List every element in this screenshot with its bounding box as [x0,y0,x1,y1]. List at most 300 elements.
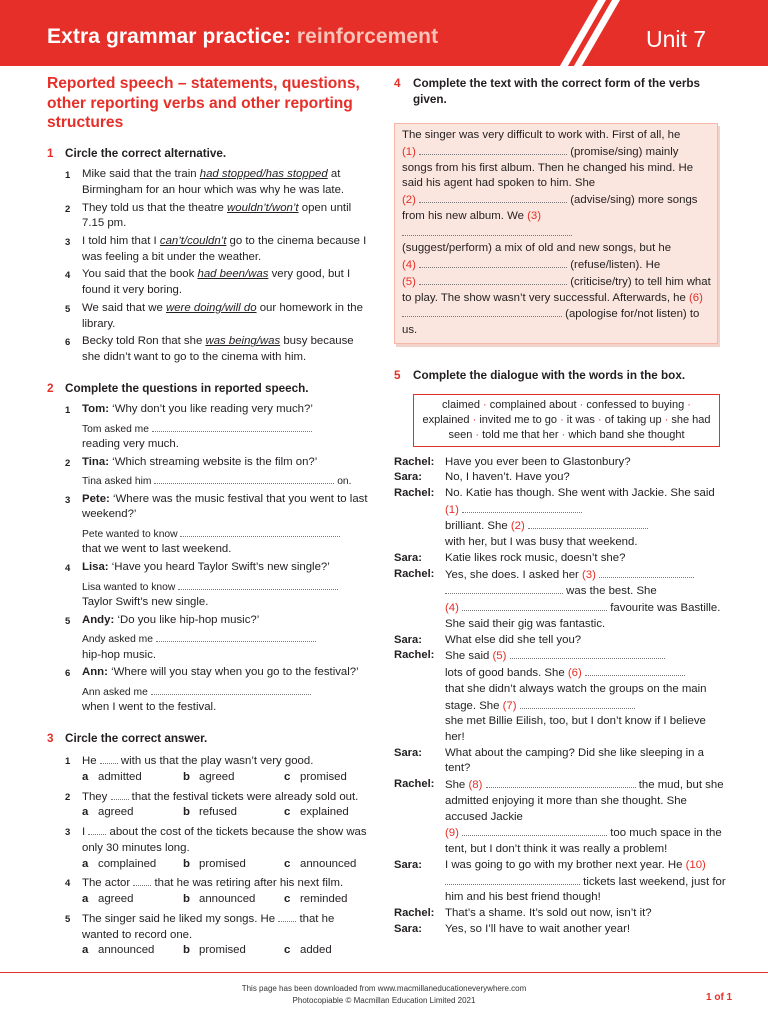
speaker-name: Rachel: [394,649,435,662]
text-fragment: that he wanted to record one. [82,912,335,941]
word-box-item: of taking up [604,413,662,426]
dialogue-line [394,906,726,922]
dialogue-line [394,455,726,471]
item-number: 3 [65,494,71,506]
dialogue-line [394,922,726,938]
gap-number: (2) [402,194,416,207]
exercise-1 [47,146,374,366]
text-fragment: Becky told Ron that she [82,335,206,348]
exercise-heading [47,381,374,397]
text-fragment: Mike said that the train [82,168,200,181]
exercise-number: 1 [47,146,54,160]
dialogue-line [394,470,726,486]
item-text [82,753,374,785]
right-column [394,76,726,938]
exercise-heading [47,731,374,747]
exercise-3 [47,731,374,959]
alternative-choice[interactable]: can’t/couldn’t [159,235,227,247]
text-fragment: she met Billie Eilish, too, but I don’t know if I believe her! [445,715,706,743]
speaker-name: Rachel: [394,567,435,580]
text-fragment: with us that the play wasn’t very good. [117,755,314,768]
list-item [65,560,374,611]
sentence [82,911,374,943]
list-item [65,167,374,198]
list-item [65,234,374,265]
item-number: 1 [65,405,71,417]
option-b[interactable] [183,805,284,821]
item-text [82,334,374,365]
dialogue-text: What about the camping? Did she like sleeping in a tent? [445,746,704,775]
gap-number: (4) [445,602,459,615]
option-c[interactable] [284,892,348,908]
word-box-item: which band she thought [568,428,685,441]
option-text: promised [199,944,246,957]
text-fragment: The singer said he liked my songs. He [82,912,276,925]
exercise-number: 3 [47,732,54,746]
option-text: complained [98,857,157,870]
option-letter: a [82,770,89,783]
alternative-choice[interactable]: had stopped/has stopped [199,168,328,181]
speaker-name: Sara: [394,746,422,759]
gap-number: (1) [445,503,459,516]
answer-gap[interactable] [100,753,118,764]
sentence [82,824,374,856]
lead-text: Ann asked me [82,687,148,699]
speaker-name: Ann: [82,666,108,679]
answer-gap[interactable] [462,825,607,836]
text-fragment: (refuse/listen). He [567,259,661,272]
option-text: reminded [300,893,348,906]
dialogue-text: No, I haven’t. Have you? [445,471,570,484]
quote-text: ‘Why don’t you like reading very much?’ [109,403,313,416]
option-letter: b [183,893,190,906]
answer-line [82,631,374,647]
answer-gap[interactable] [152,421,312,432]
word-box-item: confessed to buying [586,398,685,411]
lead-text: Tina asked him [82,476,152,488]
answer-options [82,805,374,821]
answer-options [82,770,374,786]
text-fragment: with her, but I was busy that weekend. [445,536,638,549]
option-c[interactable] [284,770,347,786]
option-letter: a [82,893,89,906]
speaker-name: Rachel: [394,455,435,468]
dialogue-text [445,648,726,745]
dialogue-text: What else did she tell you? [445,633,582,646]
item-number: 4 [65,878,71,890]
dialogue-line [394,486,726,551]
alternative-choice[interactable]: had been/was [197,268,269,281]
section-heading: Reported speech – statements, questions, other reporting verbs and other reporting structures [47,75,360,132]
list-item [65,334,374,365]
page-title [47,23,438,52]
sentence [82,875,374,892]
dialogue-line [394,567,726,633]
exercise-4 [394,76,726,344]
tail-text: hip-hop music. [82,648,157,661]
list-item [65,665,374,716]
item-text [82,613,374,664]
answer-gap[interactable] [486,777,636,788]
exercise-instruction: Complete the text with the correct form of the verbs given. [413,77,701,107]
dialogue-text [445,858,726,906]
speaker-name: Rachel: [394,778,435,791]
option-text: announced [98,944,155,957]
separator-dot: · [664,413,669,426]
item-number: 4 [65,563,71,575]
gap-number: (6) [689,291,703,304]
gap-number: (7) [502,699,517,712]
list-item [65,789,374,821]
text-fragment: (advise/sing) more songs from his new album. We [402,194,698,222]
quote-line [82,613,374,629]
gap-number: (5) [492,650,507,663]
quote-line [82,455,374,471]
option-b[interactable] [183,943,284,959]
item-number: 6 [65,668,71,680]
quote-text: ‘Where was the music festival that you went to last weekend?’ [82,492,368,521]
word-box-item: she had seen [448,413,711,441]
dialogue-line [394,648,726,745]
item-text [82,455,374,490]
page-number: 1 of 1 [706,992,733,1003]
text-fragment: They [82,790,108,803]
dialogue-line [394,633,726,649]
separator-dot: · [472,413,477,426]
dialogue-line [394,858,726,906]
footer-copyright: Photocopiable © Macmillan Education Limited 2021 [292,995,476,1005]
text-fragment: that the festival tickets were already sold out. [128,790,359,803]
answer-gap[interactable] [151,684,311,695]
gap-number: (5) [402,275,416,288]
list-item [65,911,374,959]
item-text [82,911,374,959]
word-box-item: it was [566,413,595,426]
option-letter: a [82,806,89,819]
answer-line [82,526,374,542]
tail-text: on. [337,476,352,488]
option-text: promised [199,857,246,870]
item-number: 2 [65,203,71,215]
item-text [82,789,374,821]
gap-number: (10) [685,858,706,871]
text-fragment: The actor [82,877,131,890]
option-a[interactable] [82,805,183,821]
speaker-name: Sara: [394,922,422,935]
list-item [65,613,374,664]
speaker-name: Andy: [82,613,115,626]
answer-gap[interactable] [462,600,607,611]
item-text [82,234,374,265]
answer-gap[interactable] [156,631,316,642]
option-a[interactable] [82,943,183,959]
text-fragment: Yes, she does. I asked her [445,568,582,581]
sentence [82,789,374,806]
answer-gap[interactable] [154,473,334,484]
quote-line [82,402,374,418]
dialogue-text: Have you ever been to Glastonbury? [445,455,631,468]
item-text [82,167,374,198]
quote-line [82,492,374,523]
option-c[interactable] [284,943,332,959]
text-fragment: We said that we [82,301,166,314]
word-box-item: told me that her [482,428,559,441]
answer-line [82,579,374,595]
item-number: 3 [65,827,71,839]
gap-number: (3) [582,568,596,581]
exercise-heading [47,146,374,162]
text-fragment: They told us that the theatre [82,201,228,214]
answer-gap[interactable] [178,579,338,590]
quote-text: ‘Which streaming website is the film on?’ [109,455,318,468]
list-item [65,753,374,785]
option-text: refused [199,806,237,819]
answer-gap[interactable] [419,192,567,203]
dialogue-text: Katie likes rock music, doesn’t she? [445,551,626,564]
answer-gap[interactable] [419,274,567,285]
page-footer [0,983,768,1006]
word-box-item: complained about [489,398,577,411]
list-item [65,201,374,232]
gap-number: (2) [510,520,525,533]
text-fragment: (criticise/try) to tell him what to play. The show wasn’t very successful. Afterwards, he [402,275,711,304]
exercise-instruction: Circle the correct alternative. [65,146,227,160]
exercise-instruction: Complete the questions in reported speech. [65,381,309,395]
text-fragment: at Birmingham for an hour which was why he was late. [82,168,345,196]
answer-gap[interactable] [445,583,563,594]
speaker-name: Sara: [394,858,422,871]
quote-line [82,560,374,576]
answer-gap[interactable] [445,874,580,885]
lead-text: Tom asked me [82,423,149,435]
text-fragment: You said that the book [82,268,198,281]
item-number: 5 [65,303,71,315]
text-fragment: busy because she didn’t want to go to the cinema with him. [82,335,354,364]
text-fragment: I was going to go with my brother next year. He [445,858,686,871]
footer-divider [0,972,768,973]
list-item [65,267,374,298]
item-number: 5 [65,913,71,925]
answer-gap[interactable] [462,502,582,513]
answer-gap[interactable] [88,824,106,835]
option-letter: c [284,944,291,957]
text-fragment: too much space in the tent, but I don’t think it was really a problem! [445,827,722,856]
answer-options [82,892,374,908]
item-text [82,402,374,453]
option-b[interactable] [183,892,284,908]
answer-gap[interactable] [528,518,648,529]
separator-dot: · [579,398,584,411]
separator-dot: · [597,413,602,426]
answer-gap[interactable] [111,789,129,800]
option-letter: c [284,770,291,783]
word-box [413,394,720,447]
gap-number: (1) [402,146,416,159]
speaker-name: Tom: [82,403,109,416]
list-item [65,875,374,907]
answer-gap[interactable] [510,648,665,659]
item-text [82,560,374,611]
title-main: Extra grammar practice: [47,25,291,48]
exercise-number: 5 [394,368,401,382]
text-fragment: favourite was Bastille. She said their gig was fantastic. [445,602,721,630]
item-text [82,267,374,298]
text-fragment: (promise/sing) mainly songs from his first album. Then he changed his mind. He said his agent had spoken to him. She [402,146,694,190]
dialogue-text: Yes, so I’ll have to wait another year! [445,922,631,935]
title-accent: reinforcement [296,25,439,48]
text-fragment: go to the cinema because I was feeling a bit under the weather. [82,235,367,263]
speaker-name: Sara: [394,471,422,484]
speaker-name: Rachel: [394,907,435,920]
answer-gap[interactable] [278,911,296,922]
dialogue-line [394,551,726,567]
option-c[interactable] [284,805,349,821]
lead-text: Pete wanted to know [82,529,178,541]
text-fragment: brilliant. She [445,520,511,533]
item-text [82,824,374,872]
speaker-name: Sara: [394,551,422,564]
text-fragment: open until 7.15 pm. [82,201,352,230]
item-text [82,201,374,232]
option-c[interactable] [284,857,356,873]
answer-options [82,943,374,959]
dialogue-line [394,746,726,777]
exercise-items [65,167,374,366]
footer-download-note: This page has been downloaded from www.macmillaneducationeverywhere.com [241,984,527,993]
dialogue-text [445,777,726,858]
exercise-number: 4 [394,77,401,90]
item-number: 3 [65,237,71,248]
tail-text: reading very much. [82,437,179,450]
gap-number: (6) [567,667,582,680]
item-text [82,665,374,716]
item-text [82,875,374,907]
alternative-choice[interactable]: were doing/will do [166,301,257,314]
option-a[interactable] [82,857,183,873]
answer-gap[interactable] [520,698,635,709]
text-fragment: that she didn’t always watch the groups on the main stage. She [445,682,707,712]
word-box-item: explained [422,413,470,426]
answer-gap[interactable] [599,567,694,578]
exercise-2 [47,381,374,716]
alternative-choice[interactable]: was being/was [205,335,281,348]
option-text: announced [300,857,357,870]
speaker-name: Rachel: [394,486,435,499]
option-letter: c [284,857,291,870]
unit-label: Unit 7 [646,26,707,52]
text-fragment: about the cost of the tickets because the show was only 30 minutes long. [82,826,367,854]
option-text: announced [199,893,256,906]
option-a[interactable] [82,892,183,908]
tail-text: that we went to last weekend. [82,543,232,556]
item-number: 5 [65,615,71,627]
text-fragment: I [82,826,86,839]
quote-line [82,665,374,681]
answer-options [82,857,374,873]
text-fragment: was the best. She [563,585,657,598]
item-text [82,492,374,558]
gap-number: (9) [445,827,459,840]
text-fragment: He [82,755,97,768]
alternative-choice[interactable]: wouldn’t/won’t [227,201,299,214]
option-text: agreed [199,770,235,783]
option-letter: b [183,944,190,957]
item-number: 6 [65,337,71,349]
answer-gap[interactable] [402,306,562,317]
dialogue-text [445,567,726,633]
list-item [65,492,374,558]
text-fragment: She [445,779,469,792]
answer-gap[interactable] [133,875,151,886]
text-fragment: the mud, but she admitted enjoying it more than she thought. She accused Jackie [445,779,724,823]
separator-dot: · [475,428,480,441]
list-item [65,402,374,453]
option-b[interactable] [183,770,284,786]
speaker-name: Tina: [82,455,110,468]
option-b[interactable] [183,857,284,873]
quote-text: ‘Where will you stay when you go to the festival?’ [107,666,359,679]
item-number: 2 [65,457,71,469]
exercise-5 [394,368,726,938]
text-fragment: our homework in the library. [82,301,363,330]
dialogue-line [394,777,726,858]
text-fragment: No. Katie has though. She went with Jackie. She said [445,486,715,499]
gap-number: (4) [402,259,416,272]
option-letter: c [284,893,291,906]
tail-text: Taylor Swift’s new single. [82,595,209,608]
dialogue-text: That’s a shame. It’s sold out now, isn’t it? [445,907,652,920]
separator-dot: · [483,398,487,411]
answer-gap[interactable] [180,526,340,537]
quote-text: ‘Have you heard Taylor Swift’s new single?’ [108,561,330,574]
speaker-name: Lisa: [82,561,109,574]
answer-gap[interactable] [585,665,685,676]
answer-line [82,473,374,489]
speaker-name: Pete: [82,492,110,505]
option-letter: a [82,857,89,870]
text-box [394,123,718,344]
item-number: 1 [65,170,71,182]
item-number: 4 [65,270,71,282]
exercise-heading [394,76,726,108]
answer-gap[interactable] [419,144,567,155]
text-fragment: tickets last weekend, just for him and his best friend though! [445,875,726,904]
exercise-instruction: Circle the correct answer. [65,732,208,746]
text-fragment: The singer was very difficult to work with. First of all, he [402,129,681,142]
left-column [47,74,374,962]
answer-gap[interactable] [402,225,572,236]
item-number: 1 [65,756,71,768]
exercise-instruction: Complete the dialogue with the words in the box. [413,368,686,382]
page-header [0,0,768,66]
option-text: promised [300,770,347,783]
tail-text: when I went to the festival. [82,701,217,714]
answer-gap[interactable] [419,257,567,268]
separator-dot: · [687,398,691,411]
option-letter: b [183,770,190,783]
lead-text: Andy asked me [82,634,153,646]
item-number: 2 [65,791,71,803]
list-item [65,824,374,872]
option-a[interactable] [82,770,183,786]
gap-number: (3) [527,209,542,222]
option-letter: b [183,857,190,870]
text-fragment: She said [445,650,493,663]
separator-dot: · [560,413,564,426]
text-fragment: (suggest/perform) a mix of old and new songs, but he [402,242,672,255]
text-fragment: lots of good bands. She [445,667,568,680]
text-fragment: I told him that I [82,235,160,247]
